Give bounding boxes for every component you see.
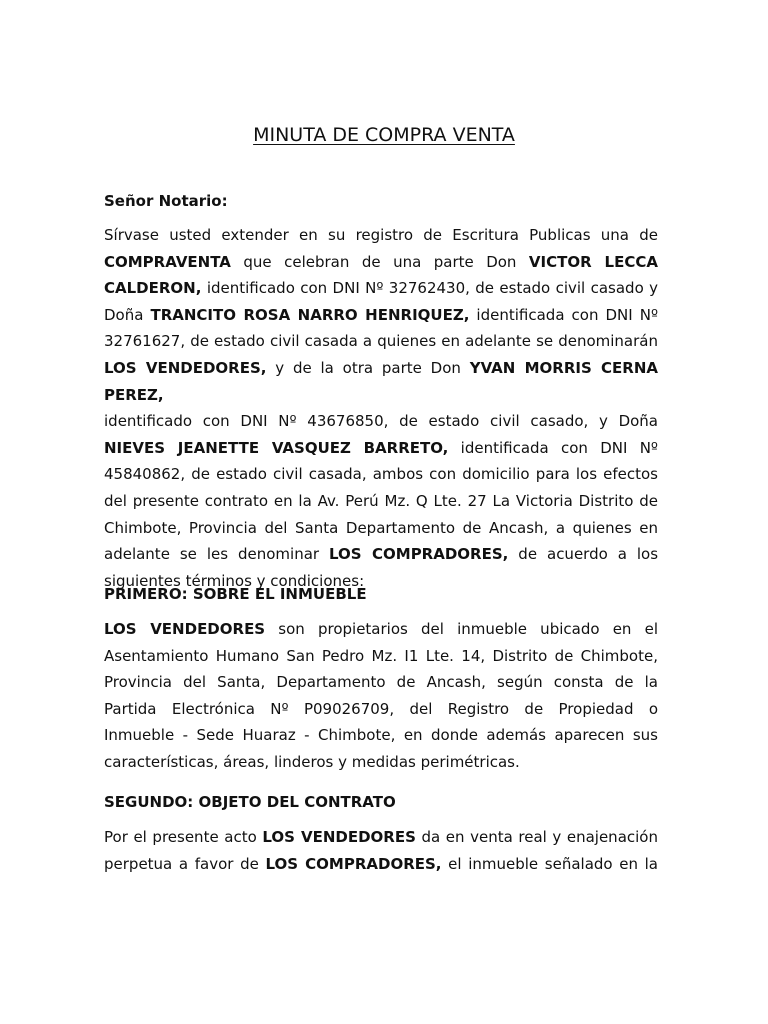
- paragraph-line: [104, 515, 658, 542]
- text-run: adelante se les denominar: [104, 545, 330, 564]
- paragraph-line: [104, 435, 658, 462]
- text-run: el inmueble señalado en la: [441, 854, 658, 873]
- bold-text: NIEVES JEANETTE VASQUEZ BARRETO,: [104, 438, 449, 457]
- paragraph-line: [104, 461, 658, 488]
- text-run: 45840862, de estado civil casada, ambos con domicilio para los efectos: [104, 465, 658, 484]
- bold-text: YVAN MORRIS CERNA PEREZ,: [104, 358, 658, 404]
- text-run: que celebran de una parte Don: [230, 252, 529, 271]
- text-run: identificado con DNI Nº 43676850, de estado civil casado, y Doña: [104, 412, 658, 431]
- text-run: da en venta real y enajenación: [415, 828, 658, 846]
- text-run: siguientes términos y condiciones:: [104, 571, 365, 590]
- paragraph-line: [104, 749, 658, 776]
- document-title: MINUTA DE COMPRA VENTA: [253, 124, 515, 146]
- paragraph-line: [104, 643, 658, 670]
- text-run: identificado con DNI Nº 32762430, de estado civil casado y: [201, 279, 658, 298]
- paragraph-line: [104, 722, 658, 749]
- text-run: del presente contrato en la Av. Perú Mz. Q Lte. 27 La Victoria Distrito de: [104, 491, 658, 510]
- text-run: Doña: [104, 305, 151, 324]
- paragraph-line: [104, 275, 658, 302]
- bold-text: LOS VENDEDORES: [104, 620, 266, 638]
- paragraph-line: [104, 824, 658, 851]
- bold-text: CALDERON,: [104, 279, 202, 298]
- text-run: Inmueble - Sede Huaraz - Chimbote, en donde además aparecen sus: [104, 726, 658, 745]
- text-run: son propietarios del inmueble ubicado en el: [265, 620, 658, 638]
- text-run: perpetua a favor de: [104, 854, 266, 873]
- text-run: Por el presente acto: [104, 828, 263, 846]
- text-run: características, áreas, linderos y medidas perimétricas.: [104, 752, 520, 771]
- intro-paragraph: [104, 222, 658, 594]
- paragraph-line: [104, 328, 658, 355]
- section-paragraph-primero: [104, 616, 658, 776]
- text-run: y de la otra parte Don: [266, 358, 470, 377]
- bold-text: TRANCITO ROSA NARRO HENRIQUEZ,: [150, 305, 470, 324]
- paragraph-line: [104, 355, 658, 408]
- paragraph-line: [104, 408, 658, 435]
- section-heading-segundo: SEGUNDO: OBJETO DEL CONTRATO: [104, 793, 396, 811]
- section-heading-primero: PRIMERO: SOBRE EL INMUEBLE: [104, 585, 367, 603]
- text-run: de acuerdo a los: [508, 545, 659, 564]
- text-run: identificada con DNI Nº: [448, 438, 659, 457]
- bold-text: LOS COMPRADORES,: [329, 545, 509, 564]
- text-run: 32761627, de estado civil casada a quienes en adelante se denominarán: [104, 332, 658, 351]
- paragraph-line: [104, 616, 658, 643]
- paragraph-line: [104, 222, 658, 249]
- bold-text: LOS VENDEDORES,: [104, 358, 267, 377]
- bold-text: LOS COMPRADORES,: [265, 854, 442, 873]
- text-run: identificada con DNI Nº: [469, 305, 659, 324]
- bold-text: VICTOR LECCA: [528, 252, 658, 271]
- text-run: Sírvase usted extender en su registro de Escritura Publicas una de: [104, 226, 658, 244]
- paragraph-line: [104, 488, 658, 515]
- paragraph-line: [104, 249, 658, 276]
- bold-text: COMPRAVENTA: [104, 252, 231, 271]
- salutation: Señor Notario:: [104, 192, 228, 210]
- bold-text: LOS VENDEDORES: [262, 828, 416, 846]
- paragraph-line: [104, 669, 658, 696]
- paragraph-line: [104, 851, 658, 878]
- text-run: Chimbote, Provincia del Santa Departamento de Ancash, a quienes en: [104, 518, 658, 537]
- text-run: Asentamiento Humano San Pedro Mz. I1 Lte. 14, Distrito de Chimbote,: [104, 646, 658, 665]
- text-run: Partida Electrónica Nº P09026709, del Registro de Propiedad o: [104, 699, 658, 718]
- paragraph-line: [104, 541, 658, 568]
- paragraph-line: [104, 696, 658, 723]
- text-run: Provincia del Santa, Departamento de Ancash, según consta de la: [104, 673, 658, 692]
- paragraph-line: [104, 302, 658, 329]
- section-paragraph-segundo: [104, 824, 658, 877]
